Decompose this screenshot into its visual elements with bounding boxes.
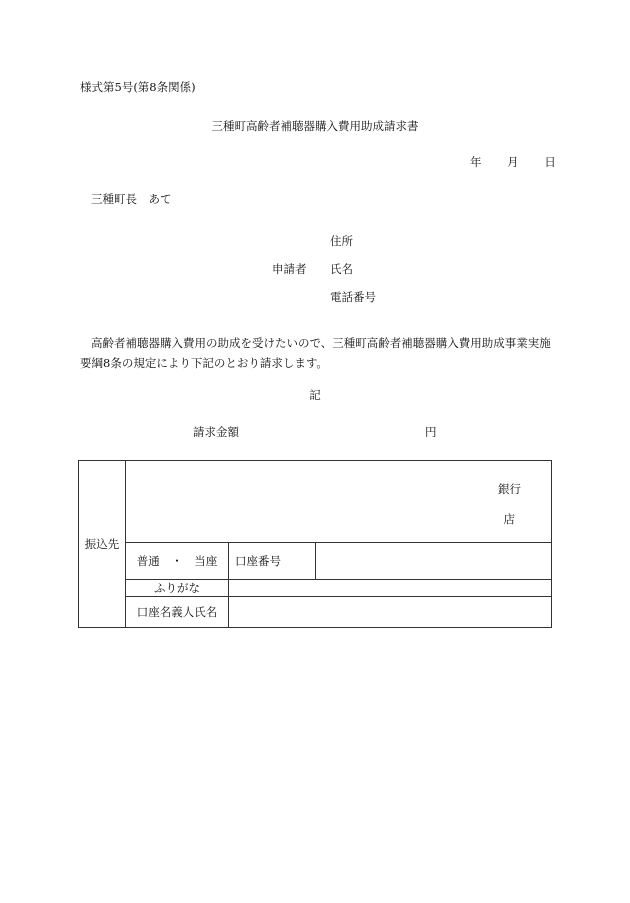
account-number-label: 口座番号: [229, 543, 316, 580]
date-line: [470, 157, 556, 169]
holder-label: 口座名義人氏名: [126, 597, 229, 628]
date-month-label: 月: [507, 155, 519, 169]
applicant-label: 申請者: [272, 262, 307, 276]
page-title: 三種町高齢者補聴器購入費用助成請求書: [211, 119, 419, 133]
bank-label: 銀行: [498, 482, 521, 496]
ki-heading: 記: [309, 388, 321, 402]
transfer-table: [78, 460, 552, 628]
amount-label: 請求金額: [193, 425, 239, 439]
holder-name-field[interactable]: [229, 597, 552, 628]
address-label: 住所: [330, 234, 353, 248]
account-type-label[interactable]: 普通 ・ 当座: [126, 543, 229, 580]
name-label: 氏名: [330, 262, 353, 276]
amount-unit: 円: [425, 425, 437, 439]
recipient: 三種町長 あて: [91, 192, 172, 206]
transfer-label: 振込先: [79, 461, 126, 628]
branch-label: 店: [503, 512, 515, 526]
account-number-field[interactable]: [316, 543, 552, 580]
date-day-label: 日: [544, 155, 556, 169]
request-body-text: 高齢者補聴器購入費用の助成を受けたいので、三種町高齢者補聴器購入費用助成事業実施要綱8条の規定により下記のとおり請求します。: [80, 336, 551, 370]
furigana-field[interactable]: [229, 580, 552, 597]
form-number: 様式第5号(第8条関係): [80, 80, 196, 94]
bank-branch-field[interactable]: [126, 461, 552, 543]
date-year-label: 年: [470, 155, 482, 169]
furigana-label: ふりがな: [126, 580, 229, 597]
phone-label: 電話番号: [330, 290, 376, 304]
